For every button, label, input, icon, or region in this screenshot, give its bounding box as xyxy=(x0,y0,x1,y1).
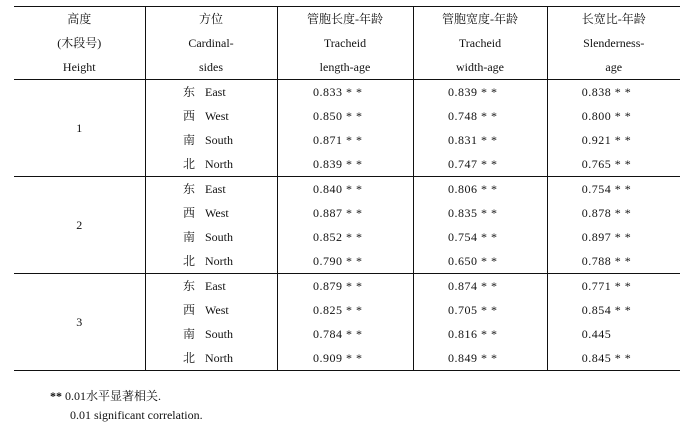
table-row xyxy=(14,80,680,105)
ratio-value: 0.897 * * xyxy=(581,230,632,244)
ratio-cell xyxy=(547,201,680,225)
height-cell: 3 xyxy=(14,274,145,371)
ratio-value: 0.765 * * xyxy=(581,157,632,171)
width-value: 0.839 * * xyxy=(448,85,498,99)
direction-cell xyxy=(145,322,277,346)
direction-cn: 南 xyxy=(183,133,196,147)
width-value: 0.835 * * xyxy=(448,206,498,220)
ratio-cell xyxy=(547,346,680,371)
header-height-en: Height xyxy=(14,55,145,80)
direction-cell xyxy=(145,128,277,152)
ratio-value: 0.754 * * xyxy=(581,182,632,196)
direction-label xyxy=(177,152,245,176)
footnote-mark: ** xyxy=(50,389,62,403)
correlation-table-container xyxy=(14,6,680,371)
length-cell xyxy=(277,80,413,105)
ratio-cell xyxy=(547,274,680,299)
ratio-cell xyxy=(547,128,680,152)
direction-cell xyxy=(145,346,277,371)
width-cell xyxy=(413,322,547,346)
length-value: 0.833 * * xyxy=(313,85,363,99)
ratio-cell xyxy=(547,80,680,105)
ratio-value: 0.878 * * xyxy=(581,206,632,220)
width-cell xyxy=(413,298,547,322)
length-cell xyxy=(277,225,413,249)
direction-en: East xyxy=(205,85,226,99)
header-height-sub: (木段号) xyxy=(57,36,102,50)
direction-label xyxy=(177,104,245,128)
direction-en: West xyxy=(205,109,229,123)
length-cell xyxy=(277,274,413,299)
width-value: 0.754 * * xyxy=(448,230,498,244)
width-cell xyxy=(413,249,547,274)
ratio-cell xyxy=(547,152,680,177)
header-length-cn: 管胞长度-年龄 xyxy=(277,7,413,32)
height-cell: 2 xyxy=(14,177,145,274)
footnote-cn xyxy=(50,387,161,404)
width-value: 0.650 * * xyxy=(448,254,498,268)
correlation-table xyxy=(14,6,680,371)
width-value: 0.849 * * xyxy=(448,351,498,365)
ratio-value: 0.771 * * xyxy=(581,279,632,293)
length-cell xyxy=(277,201,413,225)
direction-cn: 南 xyxy=(183,230,196,244)
header-direction-en1: Cardinal- xyxy=(145,31,277,55)
ratio-cell xyxy=(547,298,680,322)
width-value: 0.806 * * xyxy=(448,182,498,196)
direction-cn: 东 xyxy=(183,85,196,99)
length-value: 0.790 * * xyxy=(313,254,363,268)
header-height-cn: 高度 xyxy=(14,7,145,32)
ratio-value: 0.788 * * xyxy=(581,254,632,268)
length-value: 0.825 * * xyxy=(313,303,363,317)
height-cell: 1 xyxy=(14,80,145,177)
direction-en: North xyxy=(205,157,233,171)
direction-cn: 东 xyxy=(183,279,196,293)
direction-en: South xyxy=(205,133,234,147)
width-cell xyxy=(413,104,547,128)
direction-cn: 西 xyxy=(183,206,196,220)
direction-label xyxy=(177,177,245,201)
direction-en: West xyxy=(205,303,229,317)
width-value: 0.831 * * xyxy=(448,133,498,147)
ratio-value: 0.845 * * xyxy=(581,351,632,365)
direction-label xyxy=(177,322,245,346)
length-value: 0.850 * * xyxy=(313,109,363,123)
ratio-cell xyxy=(547,104,680,128)
width-cell xyxy=(413,80,547,105)
length-cell xyxy=(277,152,413,177)
ratio-cell xyxy=(547,249,680,274)
width-cell xyxy=(413,225,547,249)
direction-cn: 东 xyxy=(183,182,196,196)
header-direction-en2: sides xyxy=(145,55,277,80)
direction-cell xyxy=(145,177,277,202)
length-cell xyxy=(277,322,413,346)
header-ratio-en1: Slenderness- xyxy=(547,31,680,55)
table-row xyxy=(14,274,680,299)
direction-cn: 北 xyxy=(183,254,196,268)
direction-label xyxy=(177,201,245,225)
width-value: 0.874 * * xyxy=(448,279,498,293)
length-cell xyxy=(277,346,413,371)
direction-cell xyxy=(145,249,277,274)
direction-cell xyxy=(145,80,277,105)
direction-en: South xyxy=(205,230,234,244)
ratio-cell xyxy=(547,177,680,202)
direction-cn: 西 xyxy=(183,303,196,317)
width-cell xyxy=(413,346,547,371)
direction-label xyxy=(177,128,245,152)
direction-label xyxy=(177,80,245,104)
length-cell xyxy=(277,177,413,202)
direction-en: East xyxy=(205,279,226,293)
ratio-value: 0.854 * * xyxy=(581,303,632,317)
length-cell xyxy=(277,249,413,274)
direction-cell xyxy=(145,201,277,225)
direction-cell xyxy=(145,104,277,128)
direction-label xyxy=(177,225,245,249)
direction-cn: 西 xyxy=(183,109,196,123)
header-ratio-en2: age xyxy=(547,55,680,80)
width-cell xyxy=(413,152,547,177)
direction-label xyxy=(177,298,245,322)
direction-en: South xyxy=(205,327,234,341)
footnote-en: 0.01 significant correlation. xyxy=(70,408,203,422)
direction-cn: 北 xyxy=(183,157,196,171)
direction-en: North xyxy=(205,351,233,365)
direction-cell xyxy=(145,274,277,299)
direction-cn: 南 xyxy=(183,327,196,341)
direction-cell xyxy=(145,298,277,322)
length-cell xyxy=(277,128,413,152)
table-body xyxy=(14,80,680,371)
table-header xyxy=(14,7,680,80)
length-value: 0.887 * * xyxy=(313,206,363,220)
length-value: 0.909 * * xyxy=(313,351,363,365)
header-width-cn: 管胞宽度-年龄 xyxy=(413,7,547,32)
direction-label xyxy=(177,274,245,298)
direction-cell xyxy=(145,152,277,177)
ratio-cell xyxy=(547,322,680,346)
direction-en: North xyxy=(205,254,233,268)
table-row xyxy=(14,177,680,202)
direction-cn: 北 xyxy=(183,351,196,365)
direction-en: West xyxy=(205,206,229,220)
width-cell xyxy=(413,128,547,152)
header-length-en2: length-age xyxy=(277,55,413,80)
width-cell xyxy=(413,274,547,299)
length-value: 0.839 * * xyxy=(313,157,363,171)
length-value: 0.871 * * xyxy=(313,133,363,147)
length-value: 0.879 * * xyxy=(313,279,363,293)
ratio-value: 0.800 * * xyxy=(581,109,632,123)
width-value: 0.747 * * xyxy=(448,157,498,171)
width-value: 0.705 * * xyxy=(448,303,498,317)
width-cell xyxy=(413,201,547,225)
length-cell xyxy=(277,104,413,128)
header-ratio-cn: 长宽比-年龄 xyxy=(547,7,680,32)
ratio-value: 0.921 * * xyxy=(581,133,632,147)
ratio-cell xyxy=(547,225,680,249)
width-cell xyxy=(413,177,547,202)
header-width-en1: Tracheid xyxy=(413,31,547,55)
direction-cell xyxy=(145,225,277,249)
width-value: 0.748 * * xyxy=(448,109,498,123)
header-length-en1: Tracheid xyxy=(277,31,413,55)
header-width-en2: width-age xyxy=(413,55,547,80)
ratio-value: 0.445 xyxy=(581,327,612,341)
footnote-cn-text: 0.01水平显著相关. xyxy=(65,389,162,403)
length-value: 0.852 * * xyxy=(313,230,363,244)
length-value: 0.840 * * xyxy=(313,182,363,196)
direction-label xyxy=(177,346,245,370)
direction-en: East xyxy=(205,182,226,196)
length-cell xyxy=(277,298,413,322)
width-value: 0.816 * * xyxy=(448,327,498,341)
header-direction-cn: 方位 xyxy=(145,7,277,32)
direction-label xyxy=(177,249,245,273)
ratio-value: 0.838 * * xyxy=(581,85,632,99)
length-value: 0.784 * * xyxy=(313,327,363,341)
